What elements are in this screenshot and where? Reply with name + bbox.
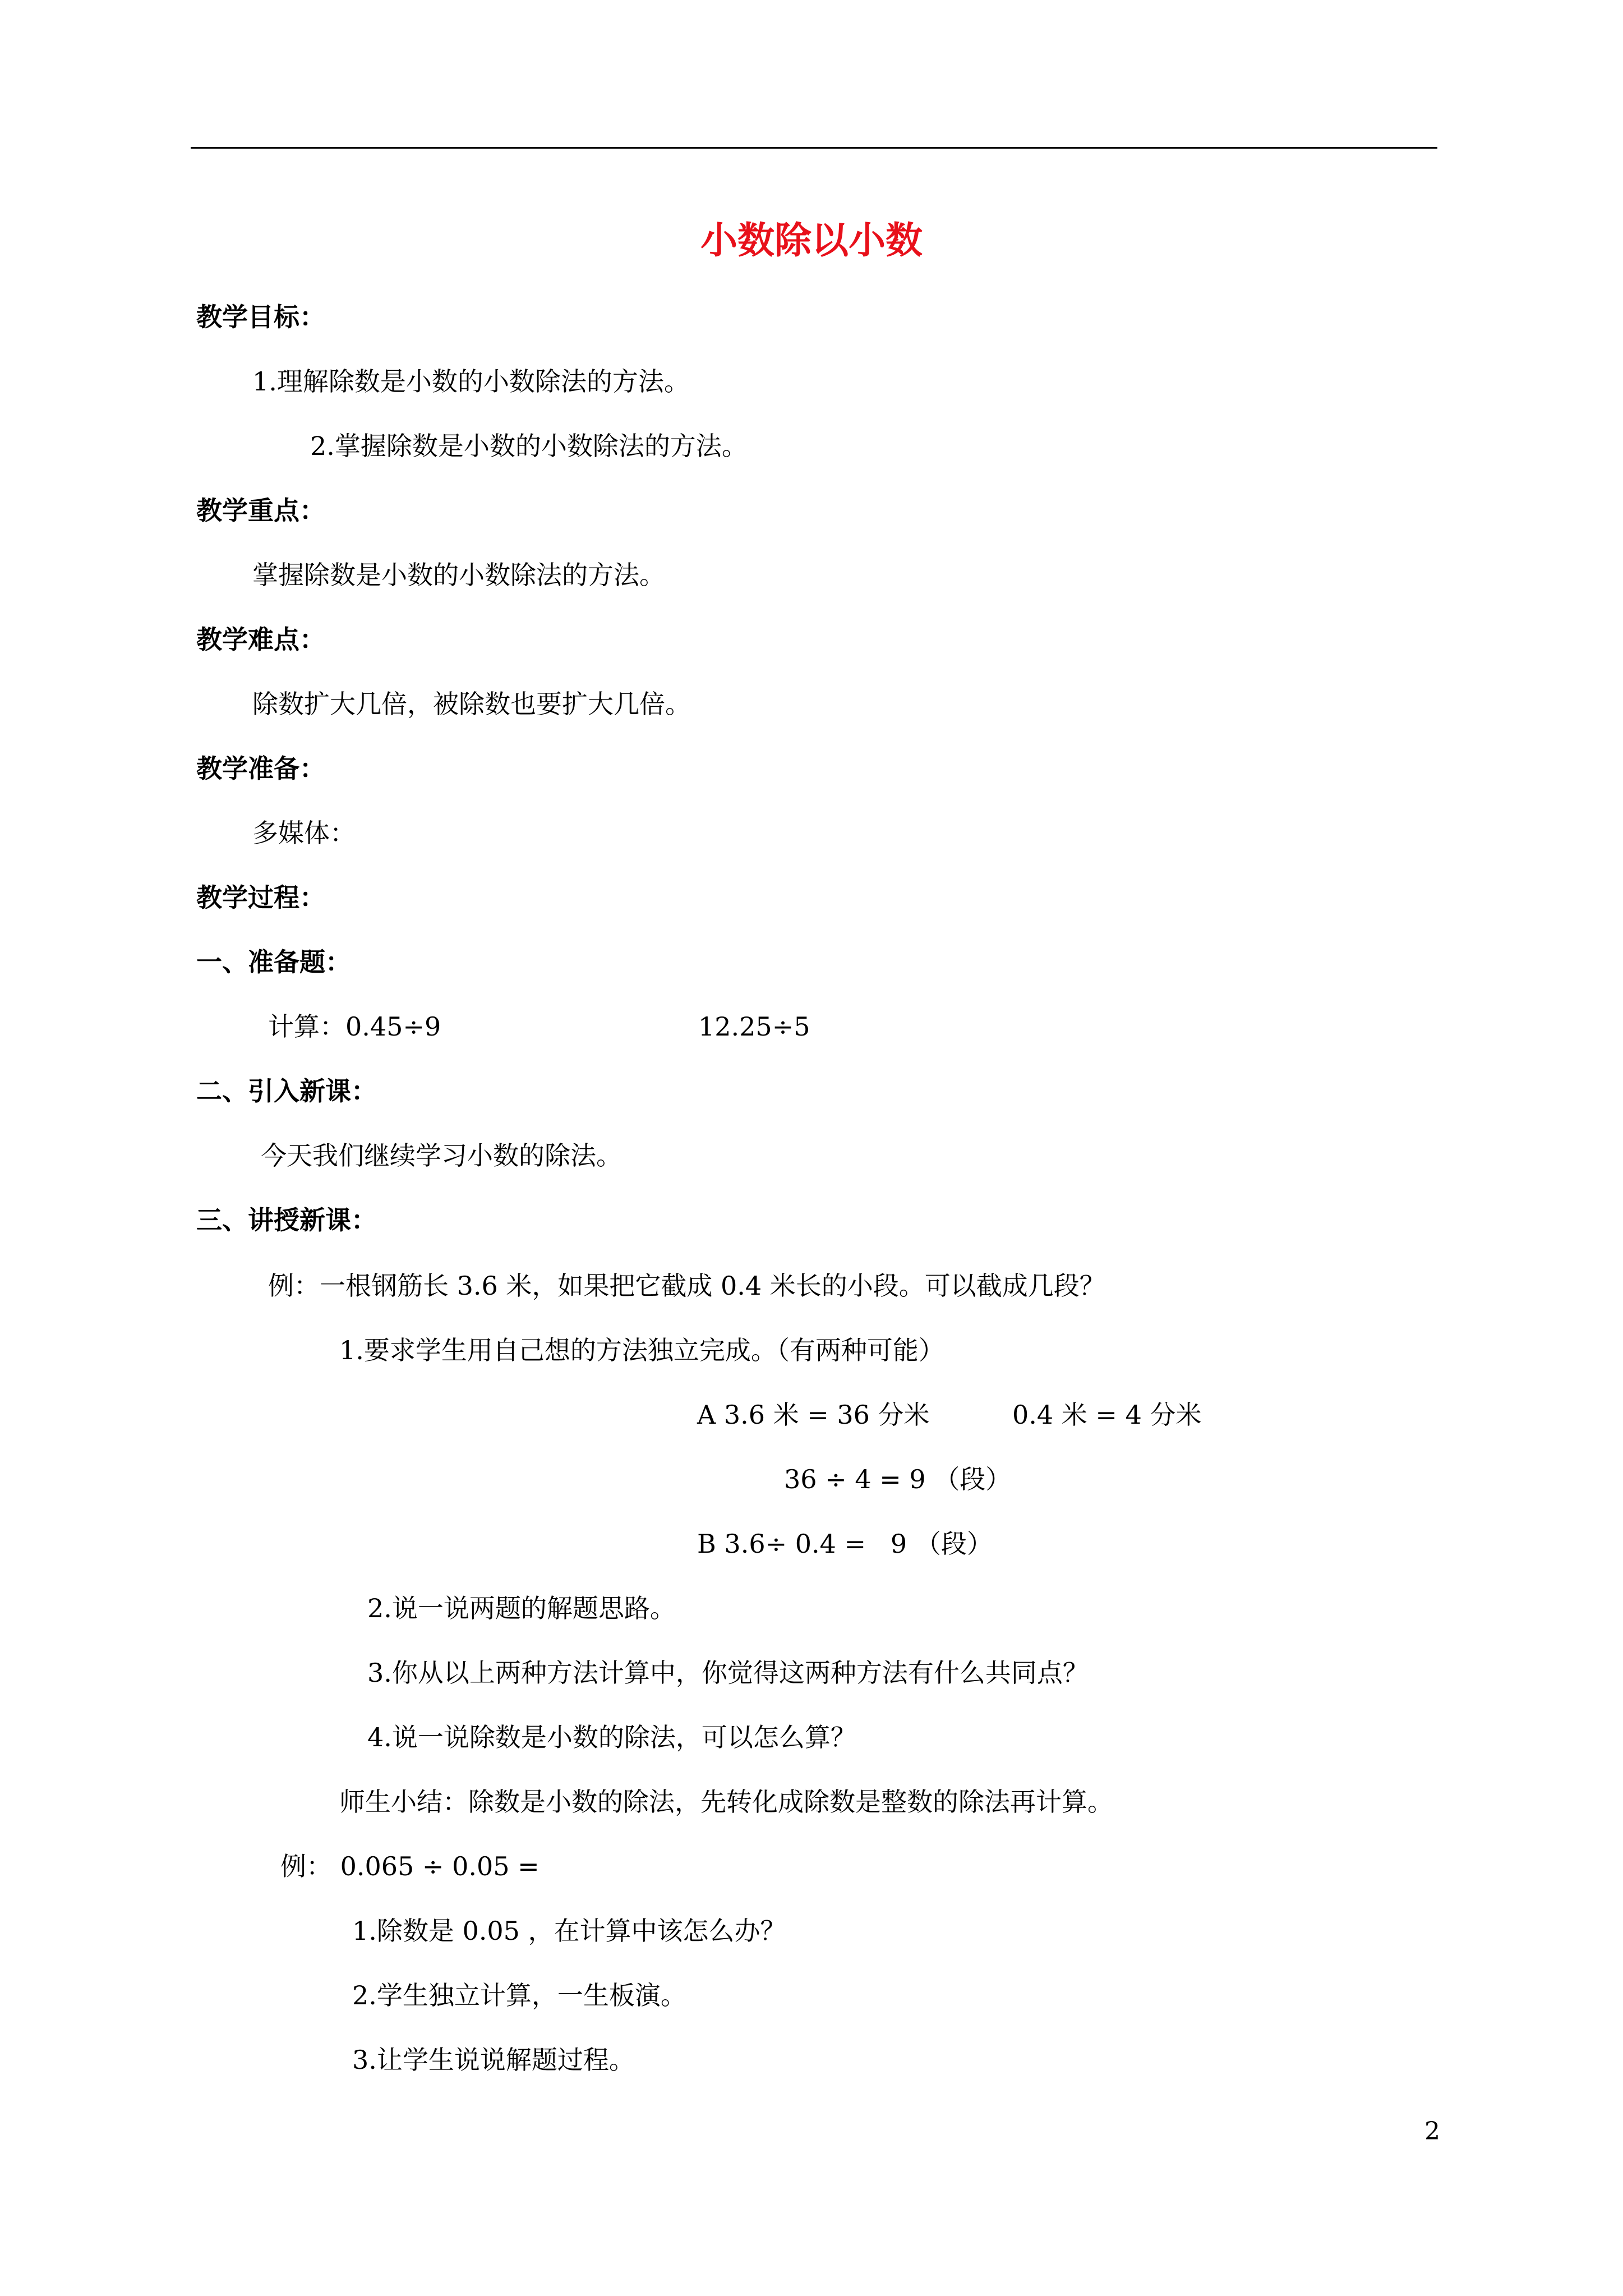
objective-item-2: 2.掌握除数是小数的小数除法的方法。	[310, 431, 748, 461]
example-2-step-2: 2.学生独立计算，一生板演。	[352, 1980, 686, 2010]
example-2-step-3: 3.让学生说说解题过程。	[352, 2045, 635, 2075]
method-a-calculation: 36 ÷ 4 = 9 （段）	[784, 1464, 1012, 1494]
method-b-calculation: B 3.6÷ 0.4 = 9 （段）	[697, 1529, 993, 1559]
section-heading-objectives: 教学目标：	[196, 302, 325, 332]
header-rule	[191, 147, 1437, 149]
warmup-calc-1: 计算：0.45÷9	[268, 1011, 441, 1042]
page-number: 2	[1424, 2117, 1440, 2146]
example-1-text: 例：一根钢筋长 3.6 米，如果把它截成 0.4 米长的小段。可以截成几段？	[268, 1271, 1105, 1301]
section-heading-preparation: 教学准备：	[196, 753, 325, 784]
introduction-text: 今天我们继续学习小数的除法。	[261, 1140, 622, 1171]
method-a-conversion-1: A 3.6 米 = 36 分米	[697, 1400, 930, 1430]
difficulty-text: 除数扩大几倍，被除数也要扩大几倍。	[252, 689, 691, 719]
objective-item-1: 1.理解除数是小数的小数除法的方法。	[252, 366, 690, 397]
document-title: 小数除以小数	[700, 218, 923, 262]
example-1-step-2: 2.说一说两题的解题思路。	[367, 1593, 676, 1623]
part-heading-warmup: 一、准备题：	[196, 947, 351, 977]
example-2-text: 例： 0.065 ÷ 0.05 =	[280, 1851, 540, 1881]
section-heading-process: 教学过程：	[196, 882, 325, 913]
warmup-calc-2: 12.25÷5	[698, 1011, 810, 1042]
summary-text: 师生小结：除数是小数的除法，先转化成除数是整数的除法再计算。	[339, 1787, 1113, 1817]
method-a-conversion-2: 0.4 米 = 4 分米	[1012, 1400, 1202, 1430]
example-1-step-3: 3.你从以上两种方法计算中，你觉得这两种方法有什么共同点？	[367, 1658, 1089, 1688]
example-1-step-4: 4.说一说除数是小数的除法，可以怎么算？	[367, 1722, 856, 1752]
part-heading-introduction: 二、引入新课：	[196, 1076, 377, 1106]
example-1-step-1: 1.要求学生用自己想的方法独立完成。（有两种可能）	[339, 1335, 944, 1365]
example-2-step-1: 1.除数是 0.05 ，在计算中该怎么办？	[352, 1916, 786, 1946]
preparation-text: 多媒体：	[252, 818, 356, 848]
section-heading-key-points: 教学重点：	[196, 495, 325, 526]
section-heading-difficulties: 教学难点：	[196, 624, 325, 655]
key-point-text: 掌握除数是小数的小数除法的方法。	[252, 560, 665, 590]
part-heading-new-lesson: 三、讲授新课：	[196, 1205, 377, 1235]
